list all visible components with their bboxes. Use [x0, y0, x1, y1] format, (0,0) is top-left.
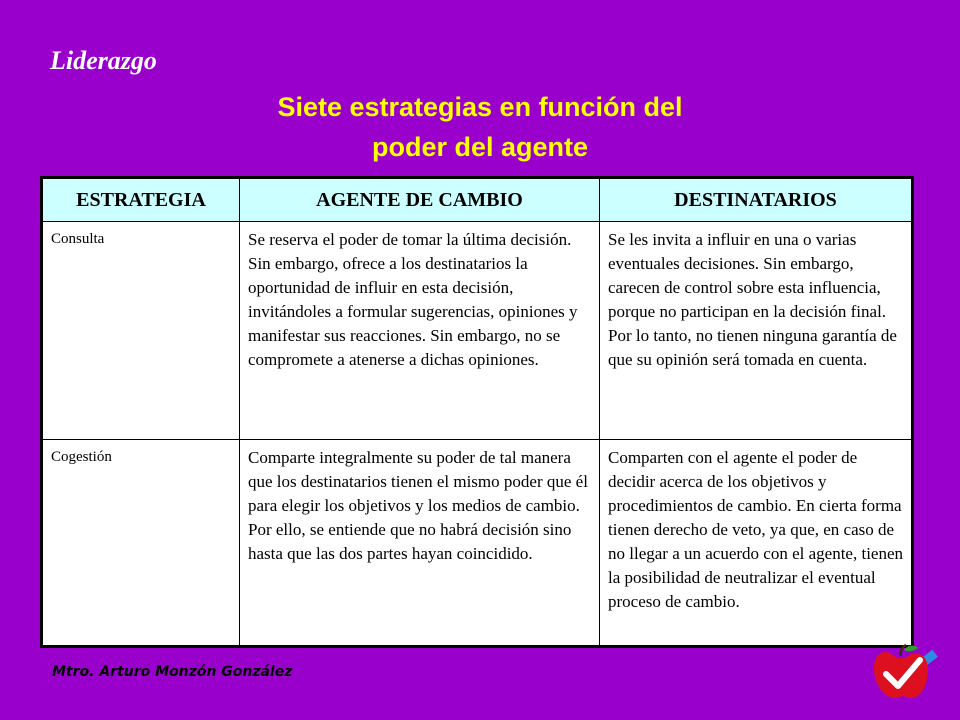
recipients-cell: Se les invita a influir en una o varias eventuales decisiones. Sin embargo, carecen de control sobre esta influencia, porque no participan en la decisión final. Por lo tanto, no tienen ninguna garantía de que su opinión será tomada en cuenta.: [600, 222, 912, 440]
slide-title-line-2: poder del agente: [371, 132, 589, 162]
apple-checkmark-icon: [868, 642, 938, 702]
table-header-row: [43, 179, 912, 222]
header-agente-de-cambio: AGENTE DE CAMBIO: [240, 179, 600, 222]
agent-cell: Comparte integralmente su poder de tal manera que los destinatarios tienen el mismo poder que él para elegir los objetivos y los medios de cambio. Por ello, se entiende que no habrá decisión sino hasta que las dos partes hayan coincidido.: [240, 440, 600, 646]
table-row: [43, 222, 912, 440]
recipients-cell: Comparten con el agente el poder de decidir acerca de los objetivos y procedimientos de cambio. En cierta forma tienen derecho de veto, ya que, en caso de no llegar a un acuerdo con el agente, tienen la posibilidad de neutralizar el eventual proceso de cambio.: [600, 440, 912, 646]
table-row: [43, 440, 912, 646]
header-destinatarios: DESTINATARIOS: [600, 179, 912, 222]
strategy-cell: Cogestión: [43, 440, 240, 646]
header-estrategia: ESTRATEGIA: [43, 179, 240, 222]
slide-title-line-1: Siete estrategias en función del: [277, 92, 683, 122]
author-footer: Mtro. Arturo Monzón González: [52, 664, 293, 680]
agent-cell: Se reserva el poder de tomar la última decisión. Sin embargo, ofrece a los destinatarios la oportunidad de influir en esta decisión, invitándoles a formular sugerencias, opiniones y manifestar sus reacciones. Sin embargo, no se compromete a atenerse a dichas opiniones.: [240, 222, 600, 440]
section-label: Liderazgo: [50, 46, 157, 75]
strategy-cell: Consulta: [43, 222, 240, 440]
slide-title: [150, 87, 810, 167]
strategies-table: [40, 176, 914, 648]
